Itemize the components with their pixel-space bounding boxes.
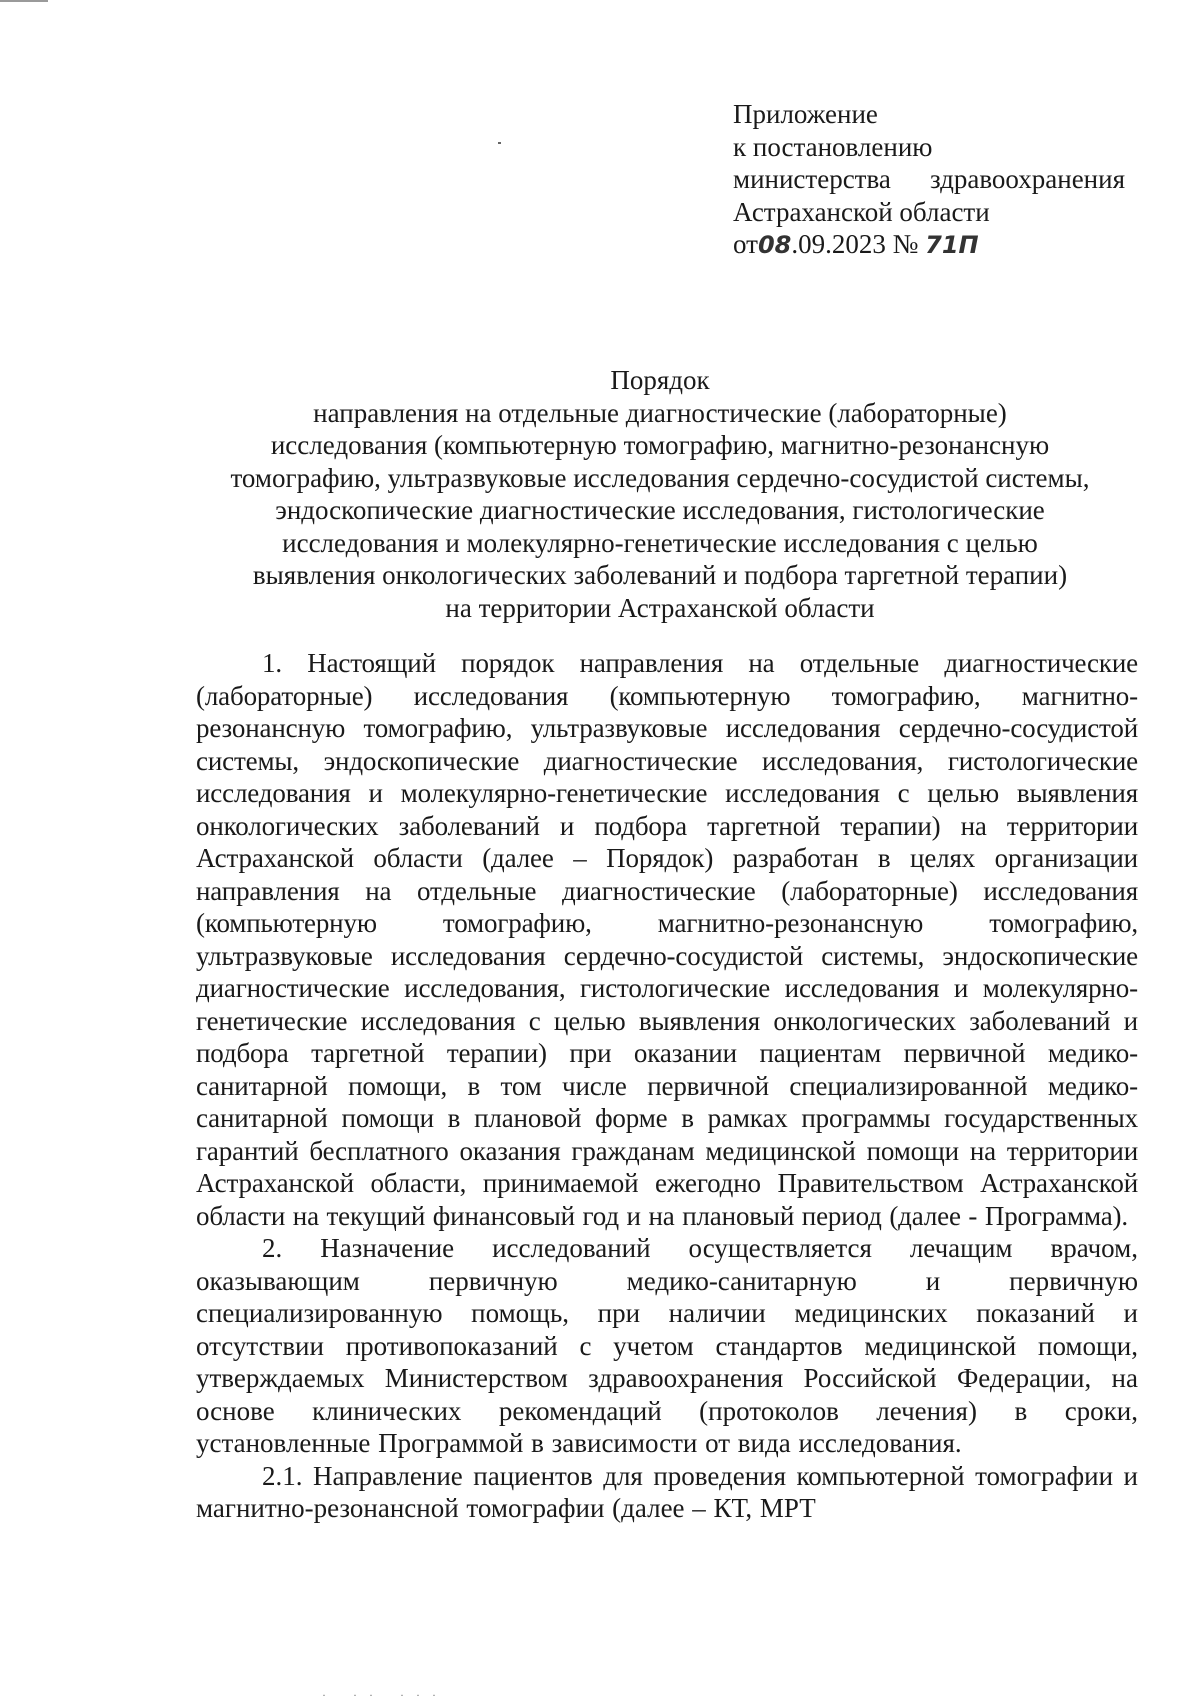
- title-line: исследования и молекулярно-генетические исследования с целью: [282, 527, 1038, 558]
- scan-speck: [498, 142, 501, 144]
- document-title: [160, 364, 1160, 624]
- paragraph-1: 1. Настоящий порядок направления на отдельные диагностические (лабораторные) исследования (компьютерную томографию, магнитно-резонансную томографию, ультразвуковые исследования сердечно-сосудистой системы, эндоскопические диагностические исследования, гистологические исследования и молекулярно-генетические исследования с целью выявления онкологических заболеваний и подбора таргетной терапии) на территории Астраханской области (далее – Порядок) разработан в целях организации направления на отдельные диагностические (лабораторные) исследования (компьютерную томографию, магнитно-резонансную томографию, ультразвуковые исследования сердечно-сосудистой системы, эндоскопические диагностические исследования, гистологические исследования и молекулярно-генетические исследования с целью выявления онкологических заболеваний и подбора таргетной терапии) при оказании пациентам первичной медико-санитарной помощи, в том числе первичной специализированной медико-санитарной помощи в плановой форме в рамках программы государственных гарантий бесплатного оказания гражданам медицинской помощи на территории Астраханской области, принимаемой ежегодно Правительством Астраханской области на текущий финансовый год и на плановый период (далее - Программа).: [196, 648, 1138, 1231]
- handwritten-day: 08: [757, 231, 792, 259]
- title-heading: Порядок: [610, 365, 710, 395]
- scan-marks: · ·· ···: [322, 1688, 448, 1702]
- approval-line: к постановлению: [733, 131, 933, 162]
- paragraph-2: 2. Назначение исследований осуществляется лечащим врачом, оказывающим первичную медико-санитарную и первичную специализированную помощь, при наличии медицинских показаний и отсутствии противопоказаний с учетом стандартов медицинской помощи, утверждаемых Министерством здравоохранения Российской Федерации, на основе клинических рекомендаций (протоколов лечения) в сроки, установленные Программой в зависимости от вида исследования.: [196, 1233, 1138, 1458]
- title-line: выявления онкологических заболеваний и подбора таргетной терапии): [252, 560, 1068, 590]
- document-body: [196, 647, 1138, 1525]
- approval-word: министерства: [733, 164, 891, 194]
- approval-line: [733, 163, 1125, 196]
- approval-block: [733, 98, 1133, 262]
- title-line: направления на отдельные диагностические (лабораторные): [313, 397, 1007, 428]
- date-prefix: от: [733, 229, 758, 259]
- approval-date-line: [733, 228, 1133, 262]
- scan-edge-line: [0, 0, 48, 2]
- approval-line: Приложение: [733, 99, 878, 129]
- title-line: на территории Астраханской области: [445, 592, 875, 623]
- handwritten-number: 71П: [925, 231, 979, 259]
- date-rest: .09.2023 №: [791, 229, 919, 259]
- title-line: томографию, ультразвуковые исследования сердечно-сосудистой системы,: [230, 462, 1090, 493]
- title-line: эндоскопические диагностические исследования, гистологические: [275, 495, 1045, 525]
- approval-word: здравоохранения: [929, 164, 1125, 194]
- paragraph-2-1: 2.1. Направление пациентов для проведения компьютерной томографии и магнитно-резонансной томографии (далее – КТ, МРТ: [196, 1460, 1138, 1523]
- title-line: исследования (компьютерную томографию, магнитно-резонансную: [270, 430, 1050, 460]
- approval-line: Астраханской области: [733, 196, 990, 227]
